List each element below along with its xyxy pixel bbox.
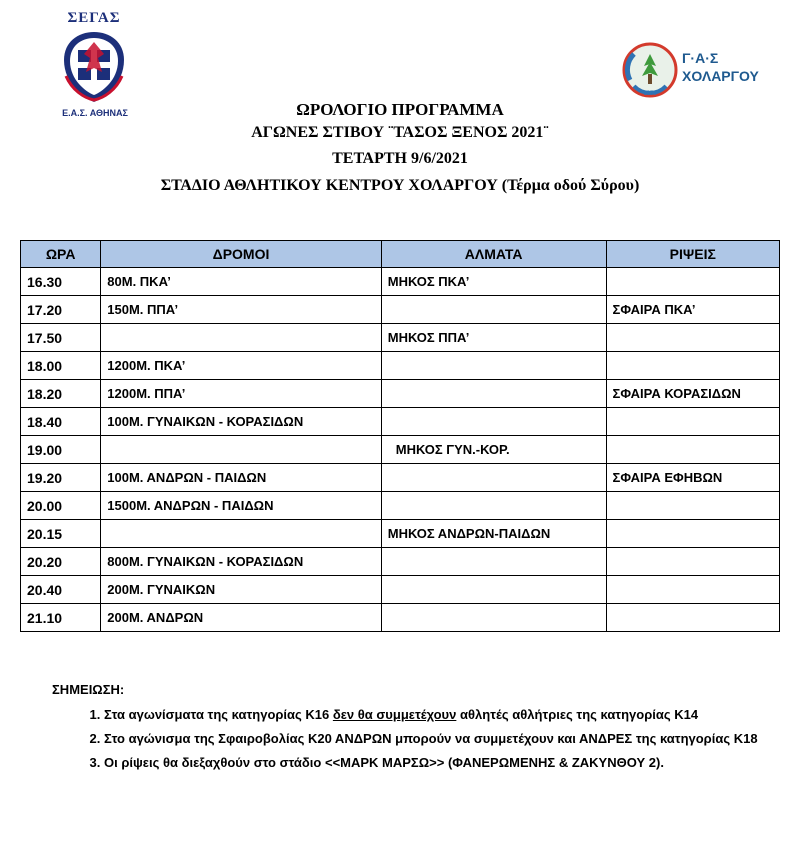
- table-row: [21, 268, 780, 296]
- note-2-text: Στο αγώνισμα της Σφαιροβολίας Κ20 ΑΝΔΡΩΝ μπορούν να συμμετέχουν και ΑΝΔΡΕΣ της κατηγορίας Κ18: [104, 731, 758, 746]
- cell-track: 200Μ. ΑΝΔΡΩΝ: [101, 604, 381, 632]
- cell-throws: [606, 324, 779, 352]
- gas-cholargou-emblem-icon: [620, 40, 680, 100]
- segas-subtitle: Ε.Α.Σ. ΑΘΗΝΑΣ: [62, 108, 128, 118]
- cell-track: 100Μ. ΓΥΝΑΙΚΩΝ - ΚΟΡΑΣΙΔΩΝ: [101, 408, 381, 436]
- cell-track: 150Μ. ΠΠΑ’: [101, 296, 381, 324]
- cell-jumps: [381, 548, 606, 576]
- cell-time: 20.40: [21, 576, 101, 604]
- cell-throws: ΣΦΑΙΡΑ ΚΟΡΑΣΙΔΩΝ: [606, 380, 779, 408]
- table-row: [21, 520, 780, 548]
- cell-track: 200Μ. ΓΥΝΑΙΚΩΝ: [101, 576, 381, 604]
- cell-time: 18.40: [21, 408, 101, 436]
- table-row: [21, 352, 780, 380]
- notes-list: [52, 705, 772, 773]
- cell-time: 20.20: [21, 548, 101, 576]
- page-title: ΩΡΟΛΟΓΙΟ ΠΡΟΓΡΑΜΜΑ: [296, 100, 504, 119]
- cell-throws: [606, 520, 779, 548]
- cell-time: 20.15: [21, 520, 101, 548]
- cell-jumps: ΜΗΚΟΣ ΑΝΔΡΩΝ-ΠΑΙΔΩΝ: [381, 520, 606, 548]
- cell-throws: [606, 268, 779, 296]
- table-row: [21, 548, 780, 576]
- cell-track: [101, 436, 381, 464]
- cell-jumps: [381, 380, 606, 408]
- header-track: ΔΡΟΜΟΙ: [101, 241, 381, 268]
- cell-jumps: [381, 576, 606, 604]
- cell-time: 20.00: [21, 492, 101, 520]
- cell-throws: [606, 604, 779, 632]
- cell-track: 800Μ. ΓΥΝΑΙΚΩΝ - ΚΟΡΑΣΙΔΩΝ: [101, 548, 381, 576]
- cell-time: 17.50: [21, 324, 101, 352]
- note-1-text-a: Στα αγωνίσματα της κατηγορίας Κ16: [104, 707, 333, 722]
- cell-track: 1200Μ. ΠΚΑ’: [101, 352, 381, 380]
- table-row: [21, 296, 780, 324]
- cell-time: 18.20: [21, 380, 101, 408]
- cell-throws: ΣΦΑΙΡΑ ΠΚΑ’: [606, 296, 779, 324]
- cell-track: [101, 520, 381, 548]
- cell-jumps: [381, 492, 606, 520]
- note-item: [104, 705, 772, 725]
- table-row: [21, 436, 780, 464]
- cell-jumps: [381, 352, 606, 380]
- cell-jumps: [381, 464, 606, 492]
- cell-jumps: ΜΗΚΟΣ ΠΠΑ’: [381, 324, 606, 352]
- cell-jumps: ΜΗΚΟΣ ΓΥΝ.-ΚΟΡ.: [381, 436, 606, 464]
- schedule-table: [20, 240, 780, 632]
- header-throws: ΡΙΨΕΙΣ: [606, 241, 779, 268]
- cell-time: 19.20: [21, 464, 101, 492]
- segas-brand-text: ΣΕΓΑΣ: [67, 10, 121, 26]
- cell-jumps: [381, 296, 606, 324]
- event-venue: ΣΤΑΔΙΟ ΑΘΛΗΤΙΚΟΥ ΚΕΝΤΡΟΥ ΧΟΛΑΡΓΟΥ (Τέρμα οδού Σύρου): [160, 177, 640, 194]
- cell-throws: [606, 548, 779, 576]
- cell-throws: [606, 576, 779, 604]
- cell-track: 1500Μ. ΑΝΔΡΩΝ - ΠΑΙΔΩΝ: [101, 492, 381, 520]
- notes-title: ΣΗΜΕΙΩΣΗ:: [52, 682, 125, 697]
- cell-track: 80Μ. ΠΚΑ’: [101, 268, 381, 296]
- cell-throws: [606, 492, 779, 520]
- note-item: [104, 753, 772, 773]
- table-row: [21, 324, 780, 352]
- table-row: [21, 492, 780, 520]
- notes-section: [52, 682, 772, 777]
- cell-jumps: ΜΗΚΟΣ ΠΚΑ’: [381, 268, 606, 296]
- cell-time: 18.00: [21, 352, 101, 380]
- cell-time: 16.30: [21, 268, 101, 296]
- segas-emblem-icon: [58, 28, 130, 106]
- table-row: [21, 604, 780, 632]
- table-row: [21, 464, 780, 492]
- table-row: [21, 576, 780, 604]
- event-name: ΑΓΩΝΕΣ ΣΤΙΒΟΥ ¨ΤΑΣΟΣ ΞΕΝΟΣ 2021¨: [251, 124, 549, 141]
- header-time: ΩΡΑ: [21, 241, 101, 268]
- note-1-underlined: δεν θα συμμετέχουν: [332, 707, 457, 722]
- cell-throws: [606, 436, 779, 464]
- table-header-row: [21, 241, 780, 268]
- note-3-text: Οι ρίψεις θα διεξαχθούν στο στάδιο <<ΜΑΡΚ ΜΑΡΣΩ>> (ΦΑΝΕΡΩΜΕΝΗΣ & ΖΑΚΥΝΘΟΥ 2).: [104, 755, 664, 770]
- table-row: [21, 380, 780, 408]
- note-item: [104, 729, 772, 749]
- cell-jumps: [381, 408, 606, 436]
- gas-year-text: 1976: [643, 91, 657, 97]
- cell-time: 17.20: [21, 296, 101, 324]
- cell-track: [101, 324, 381, 352]
- cell-throws: ΣΦΑΙΡΑ ΕΦΗΒΩΝ: [606, 464, 779, 492]
- gas-line2: ΧΟΛΑΡΓΟΥ: [682, 68, 759, 84]
- cell-time: 19.00: [21, 436, 101, 464]
- cell-time: 21.10: [21, 604, 101, 632]
- cell-jumps: [381, 604, 606, 632]
- header-jumps: ΑΛΜΑΤΑ: [381, 241, 606, 268]
- cell-throws: [606, 408, 779, 436]
- cell-track: 1200Μ. ΠΠΑ’: [101, 380, 381, 408]
- cell-track: 100Μ. ΑΝΔΡΩΝ - ΠΑΙΔΩΝ: [101, 464, 381, 492]
- event-date: ΤΕΤΑΡΤΗ 9/6/2021: [332, 150, 468, 167]
- cell-throws: [606, 352, 779, 380]
- note-1-text-b: αθλητές αθλήτριες της κατηγορίας Κ14: [456, 707, 699, 722]
- table-row: [21, 408, 780, 436]
- gas-line1: Γ·Α·Σ: [682, 50, 719, 66]
